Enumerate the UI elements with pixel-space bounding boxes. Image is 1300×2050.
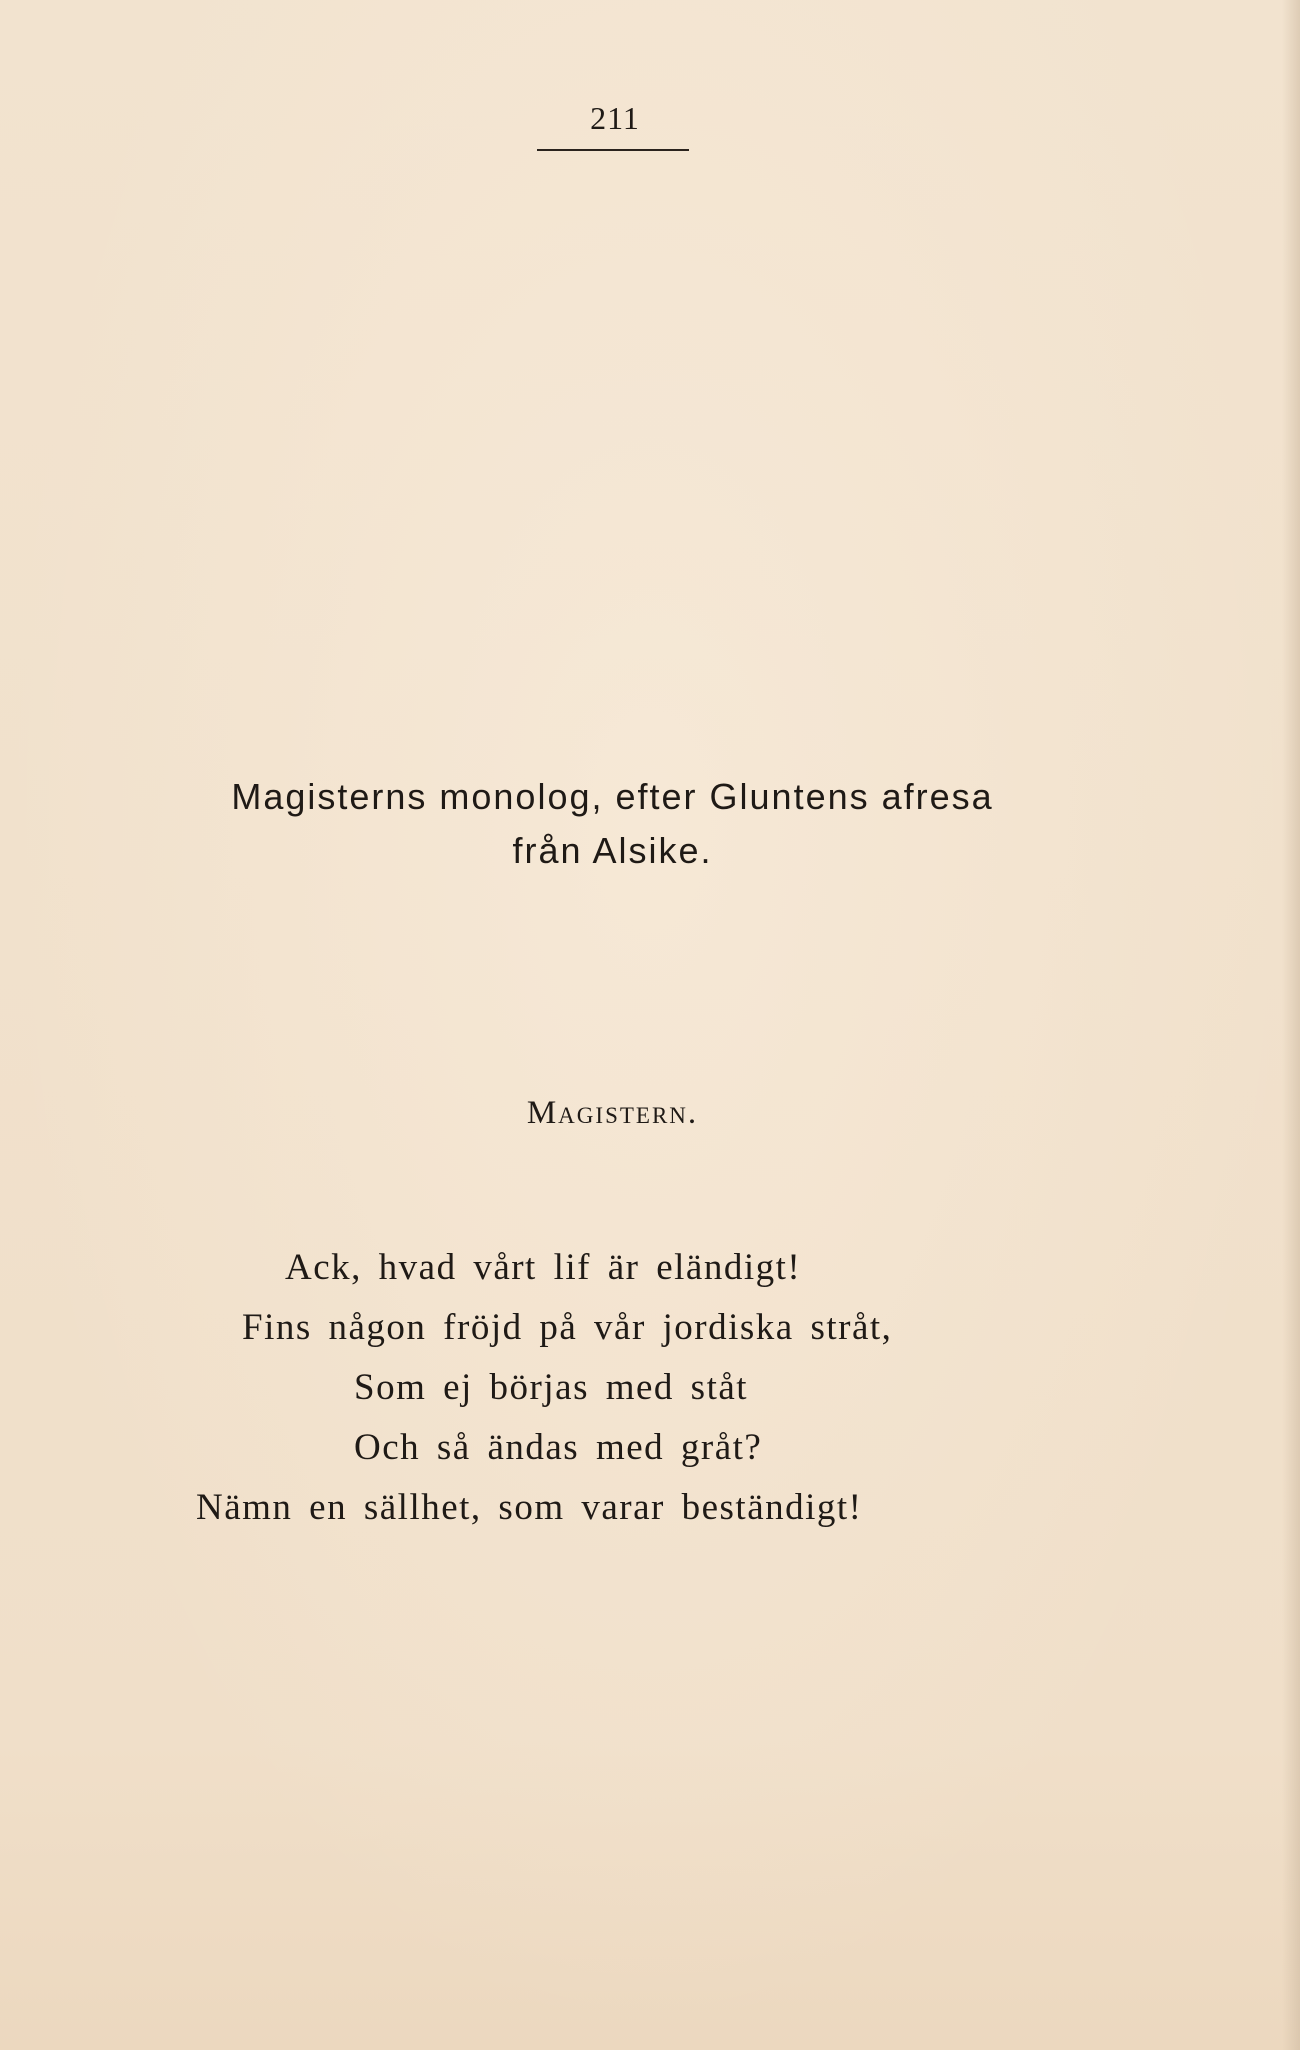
poem-title-line-2: från Alsike. (512, 830, 713, 871)
verse-line-4: Och så ändas med gråt? (354, 1427, 763, 1468)
page-number-rule (537, 149, 689, 151)
poem-title (0, 770, 1225, 878)
poem-title-line-1: Magisterns monolog, efter Gluntens afresa (231, 776, 994, 817)
verse-line-5: Nämn en sällhet, som varar beständigt! (196, 1487, 863, 1528)
verse-line-2: Fins någon fröjd på vår jordiska stråt, (242, 1307, 893, 1348)
verse-line-3: Som ej börjas med ståt (354, 1367, 749, 1408)
verse-line-1: Ack, hvad vårt lif är eländigt! (285, 1247, 802, 1288)
page-number: 211 (590, 100, 640, 136)
speaker-heading: Magistern. (526, 1095, 699, 1131)
